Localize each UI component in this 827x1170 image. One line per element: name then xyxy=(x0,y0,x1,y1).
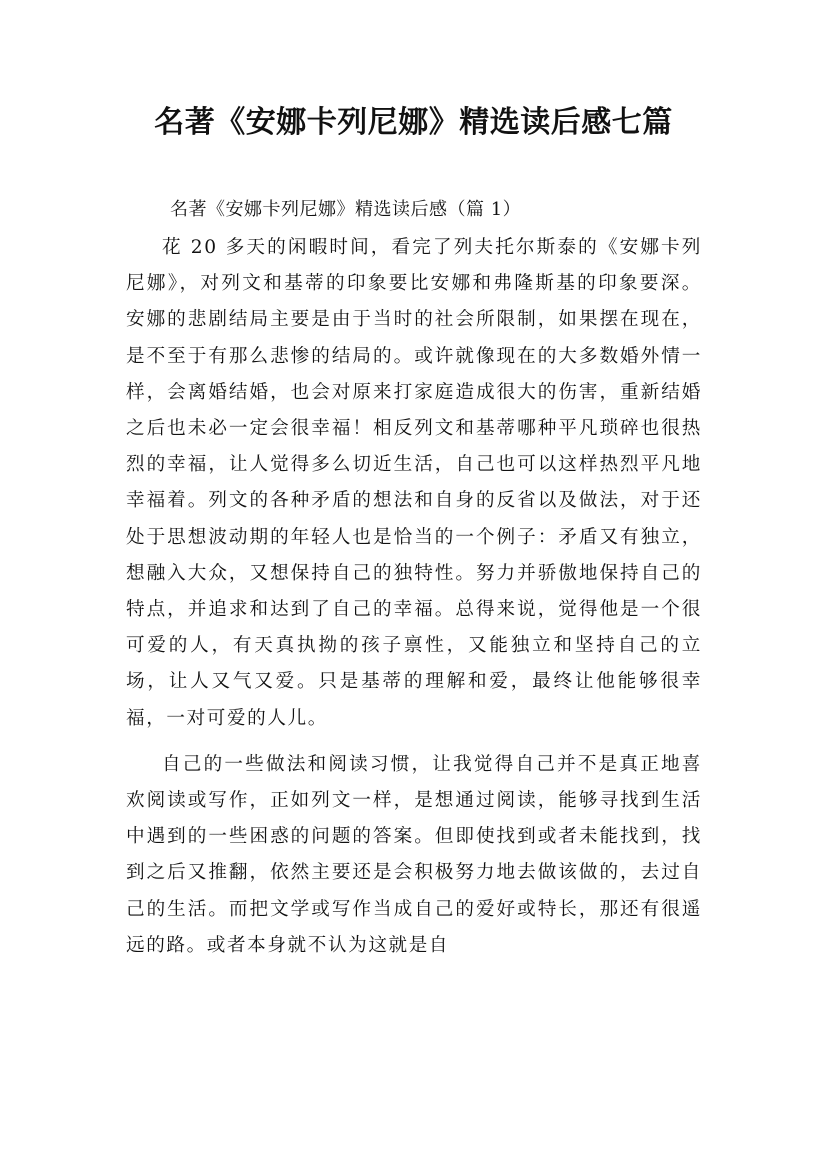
document-body xyxy=(126,193,702,964)
body-paragraph: 自己的一些做法和阅读习惯，让我觉得自己并不是真正地喜欢阅读或写作，正如列文一样，是想通过阅读，能够寻找到生活中遇到的一些困惑的问题的答案。但即使找到或者未能找到，找到之后又推翻，依然主要还是会积极努力地去做该做的，去过自己的生活。而把文学或写作当成自己的爱好或特长，那还有很遥远的路。或者本身就不认为这就是自 xyxy=(126,753,702,956)
body-paragraph: 花 20 多天的闲暇时间，看完了列夫托尔斯泰的《安娜卡列尼娜》，对列文和基蒂的印象要比安娜和弗隆斯基的印象要深。安娜的悲剧结局主要是由于当时的社会所限制，如果摆在现在，是不至于有那么悲惨的结局的。或许就像现在的大多数婚外情一样，会离婚结婚，也会对原来打家庭造成很大的伤害，重新结婚之后也未必一定会很幸福！相反列文和基蒂哪种平凡琐碎也很热烈的幸福，让人觉得多么切近生活，自己也可以这样热烈平凡地幸福着。列文的各种矛盾的想法和自身的反省以及做法，对于还处于思想波动期的年轻人也是恰当的一个例子：矛盾又有独立，想融入大众，又想保持自己的独特性。努力并骄傲地保持自己的特点，并追求和达到了自己的幸福。总得来说，觉得他是一个很可爱的人，有天真执拗的孩子禀性，又能独立和坚持自己的立场，让人又气又爱。只是基蒂的理解和爱，最终让他能够很幸福，一对可爱的人儿。 xyxy=(126,237,702,729)
section-heading: 名著《安娜卡列尼娜》精选读后感（篇 1） xyxy=(170,199,522,220)
document-title: 名著《安娜卡列尼娜》精选读后感七篇 xyxy=(154,105,673,140)
